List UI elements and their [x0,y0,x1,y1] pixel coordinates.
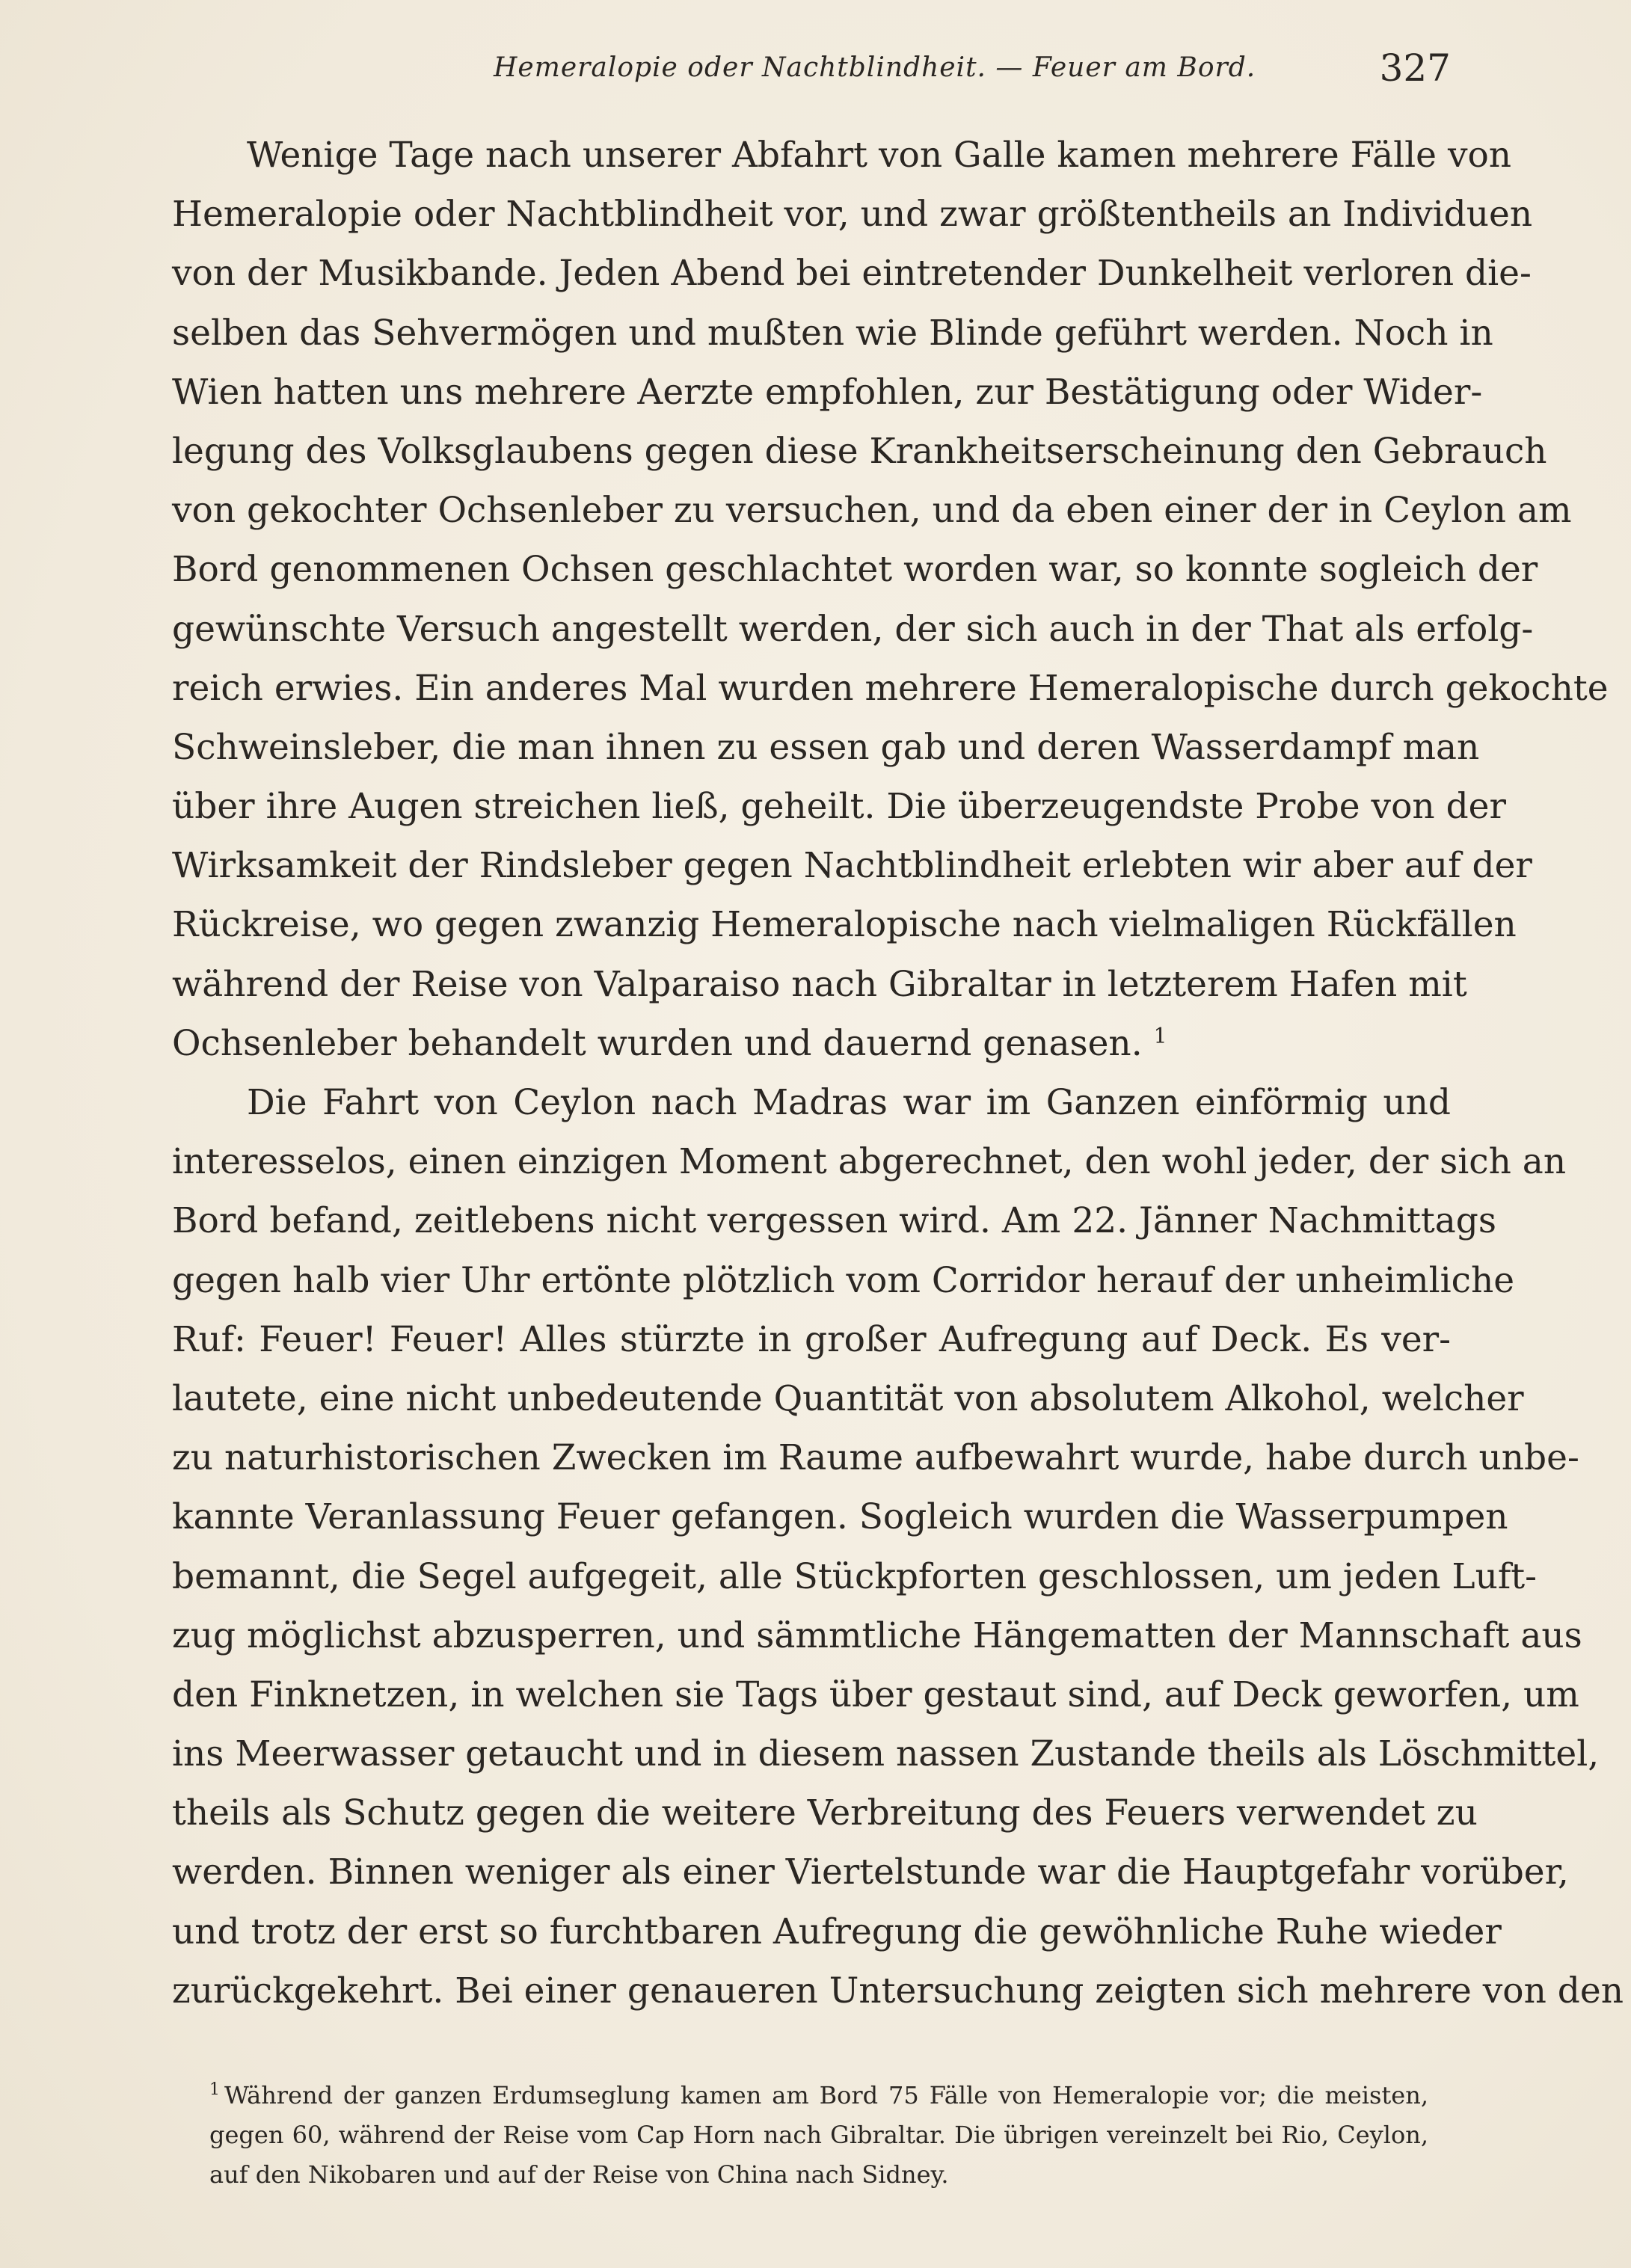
text-line: Wenige Tage nach unserer Abfahrt von Galle kamen mehrere Fälle von [247,135,1512,176]
text-line: Rückreise, wo gegen zwanzig Hemeralopische nach vielmaligen Rückfällen [172,904,1517,946]
text-line: Bord befand, zeitlebens nicht vergessen wird. Am 22. Jänner Nachmittags [172,1200,1496,1242]
text-line: interesselos, einen einzigen Moment abgerechnet, den wohl jeder, der sich an [172,1141,1567,1183]
text-line: selben das Sehvermögen und mußten wie Blinde geführt werden. Noch in [172,312,1493,354]
text-line: Schweinsleber, die man ihnen zu essen gab und deren Wasserdampf man [172,726,1480,768]
text-line: werden. Binnen weniger als einer Viertelstunde war die Hauptgefahr vorüber, [172,1851,1569,1893]
text-line: reich erwies. Ein anderes Mal wurden mehrere Hemeralopische durch gekochte [172,667,1609,709]
text-line: von der Musikbande. Jeden Abend bei eintretender Dunkelheit verloren die- [172,253,1532,295]
text-line: lautete, eine nicht unbedeutende Quantität von absolutem Alkohol, welcher [172,1377,1524,1419]
footnote-line: auf den Nikobaren und auf der Reise von China nach Sidney. [209,2160,949,2189]
body-text [172,126,1624,2020]
text-line: zurückgekehrt. Bei einer genaueren Untersuchung zeigten sich mehrere von den [172,1970,1624,2012]
text-line: Die Fahrt von Ceylon nach Madras war im Ganzen einförmig und [247,1082,1451,1123]
text-line: ins Meerwasser getaucht und in diesem nassen Zustande theils als Löschmittel, [172,1733,1600,1775]
footnote-line [209,2076,1428,2115]
text-line: Hemeralopie oder Nachtblindheit vor, und zwar größtentheils an Individuen [172,194,1533,236]
text-line: während der Reise von Valparaiso nach Gibraltar in letzterem Hafen mit [172,963,1467,1005]
footnote-number: 1 [209,2080,220,2100]
text-line: gegen halb vier Uhr ertönte plötzlich vom Corridor herauf der unheimliche [172,1259,1515,1301]
text-line: Ruf: Feuer! Feuer! Alles stürzte in großer Aufregung auf Deck. Es ver- [172,1318,1451,1360]
footnote-line: gegen 60, während der Reise vom Cap Horn nach Gibraltar. Die übrigen vereinzelt bei Rio, Ceylon, [209,2121,1428,2149]
text-line: von gekochter Ochsenleber zu versuchen, und da eben einer der in Ceylon am [172,490,1572,532]
text-line: legung des Volksglaubens gegen diese Krankheitserscheinung den Gebrauch [172,430,1547,472]
text-line: Wien hatten uns mehrere Aerzte empfohlen, zur Bestätigung oder Wider- [172,371,1483,413]
text-line: über ihre Augen streichen ließ, geheilt. Die überzeugendste Probe von der [172,786,1506,828]
footnote-text: Während der ganzen Erdumseglung kamen am Bord 75 Fälle von Hemeralopie vor; die meisten, [224,2081,1428,2109]
running-head: Hemeralopie oder Nachtblindheit. — Feuer am Bord. [494,52,1256,83]
text-line: den Finknetzen, in welchen sie Tags über gestaut sind, auf Deck geworfen, um [172,1674,1579,1715]
text-line: gewünschte Versuch angestellt werden, der sich auch in der That als erfolg- [172,608,1534,650]
text-line [172,1014,1451,1073]
text-line: und trotz der erst so furchtbaren Aufregung die gewöhnliche Ruhe wieder [172,1911,1502,1952]
page-number: 327 [1379,46,1451,90]
text-line: Wirksamkeit der Rindsleber gegen Nachtblindheit erlebten wir aber auf der [172,845,1532,887]
page-header [172,46,1451,99]
text-line: Bord genommenen Ochsen geschlachtet worden war, so konnte sogleich der [172,549,1538,591]
footnote-reference[interactable]: 1 [1153,1023,1167,1048]
text-line: bemannt, die Segel aufgegeit, alle Stückpforten geschlossen, um jeden Luft- [172,1555,1538,1597]
text-line-content: Ochsenleber behandelt wurden und dauernd genasen. [172,1022,1143,1064]
footnote-block [209,2076,1428,2195]
text-line: zu naturhistorischen Zwecken im Raume aufbewahrt wurde, habe durch unbe- [172,1437,1579,1479]
text-line: kannte Veranlassung Feuer gefangen. Sogleich wurden die Wasserpumpen [172,1496,1508,1538]
text-line: theils als Schutz gegen die weitere Verbreitung des Feuers verwendet zu [172,1792,1478,1834]
text-line: zug möglichst abzusperren, und sämmtliche Hängematten der Mannschaft aus [172,1614,1582,1656]
